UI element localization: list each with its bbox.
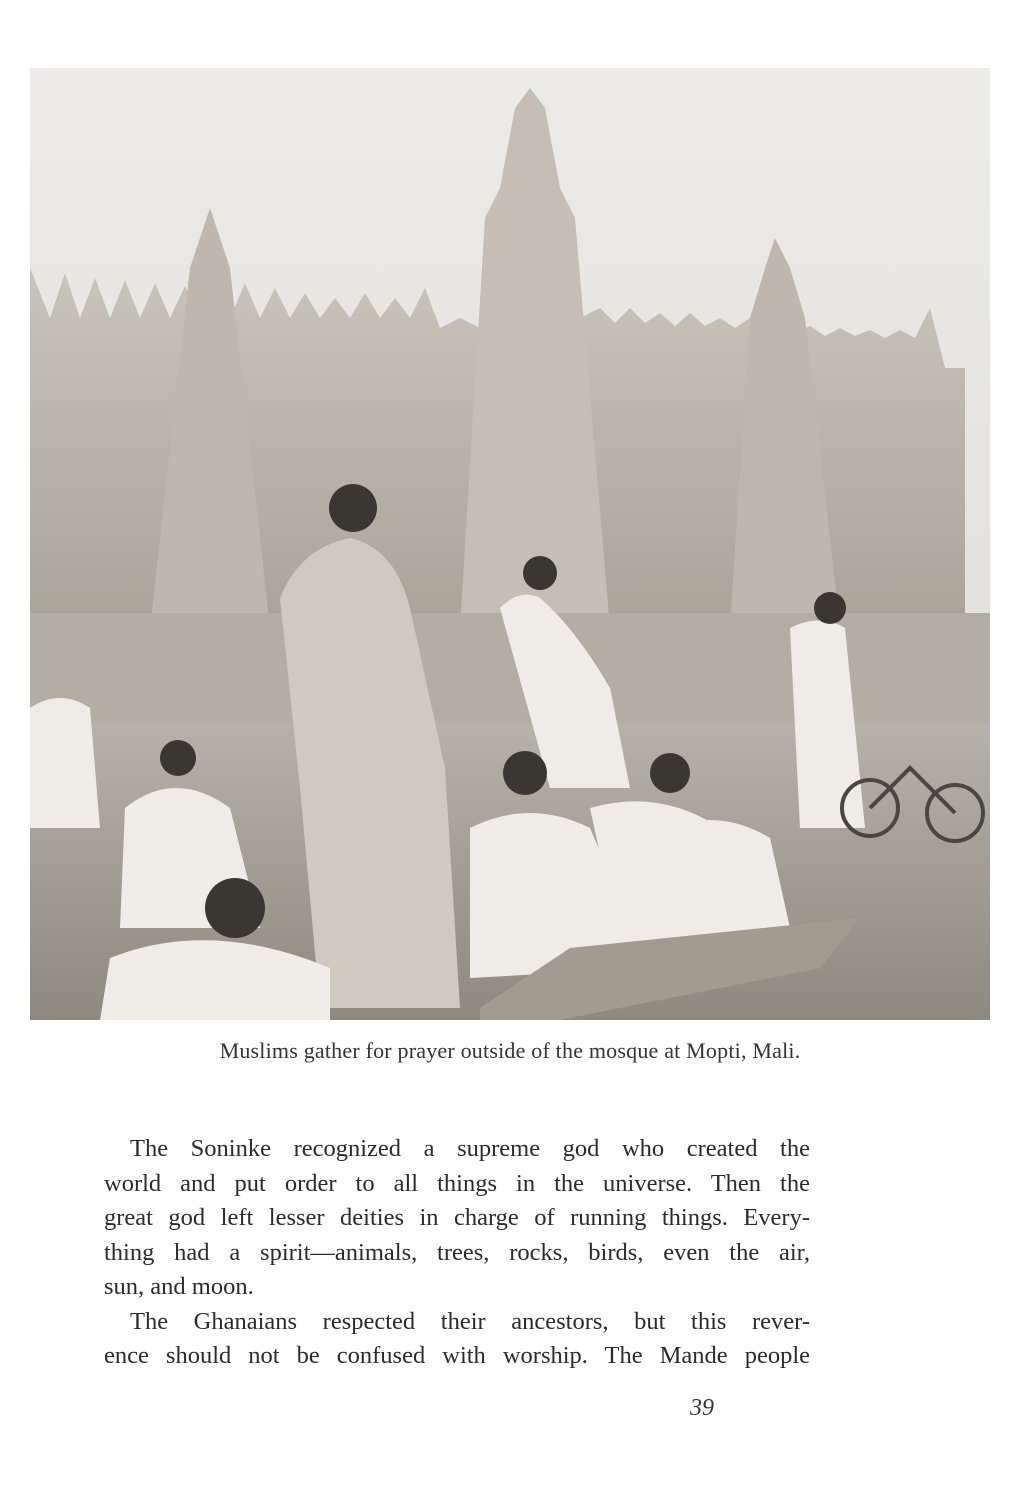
text-line: great god left lesser deities in charge of running things. Every-	[104, 1204, 810, 1231]
paragraph	[104, 1132, 810, 1305]
text-line: sun, and moon.	[104, 1273, 254, 1300]
text-line: world and put order to all things in the universe. Then the	[104, 1169, 810, 1197]
text-line: The Soninke recognized a supreme god who created the	[130, 1135, 810, 1162]
paragraph	[104, 1305, 810, 1374]
text-line: thing had a spirit—animals, trees, rocks, birds, even the air,	[104, 1238, 810, 1266]
body-text	[104, 1132, 810, 1374]
page-number: 39	[690, 1395, 714, 1421]
text-line: The Ghanaians respected their ancestors, but this rever-	[130, 1307, 810, 1335]
text-line: ence should not be confused with worship. The Mande people	[104, 1342, 810, 1369]
mosque-photograph	[30, 68, 990, 1020]
figure-caption: Muslims gather for prayer outside of the mosque at Mopti, Mali.	[219, 1038, 801, 1063]
